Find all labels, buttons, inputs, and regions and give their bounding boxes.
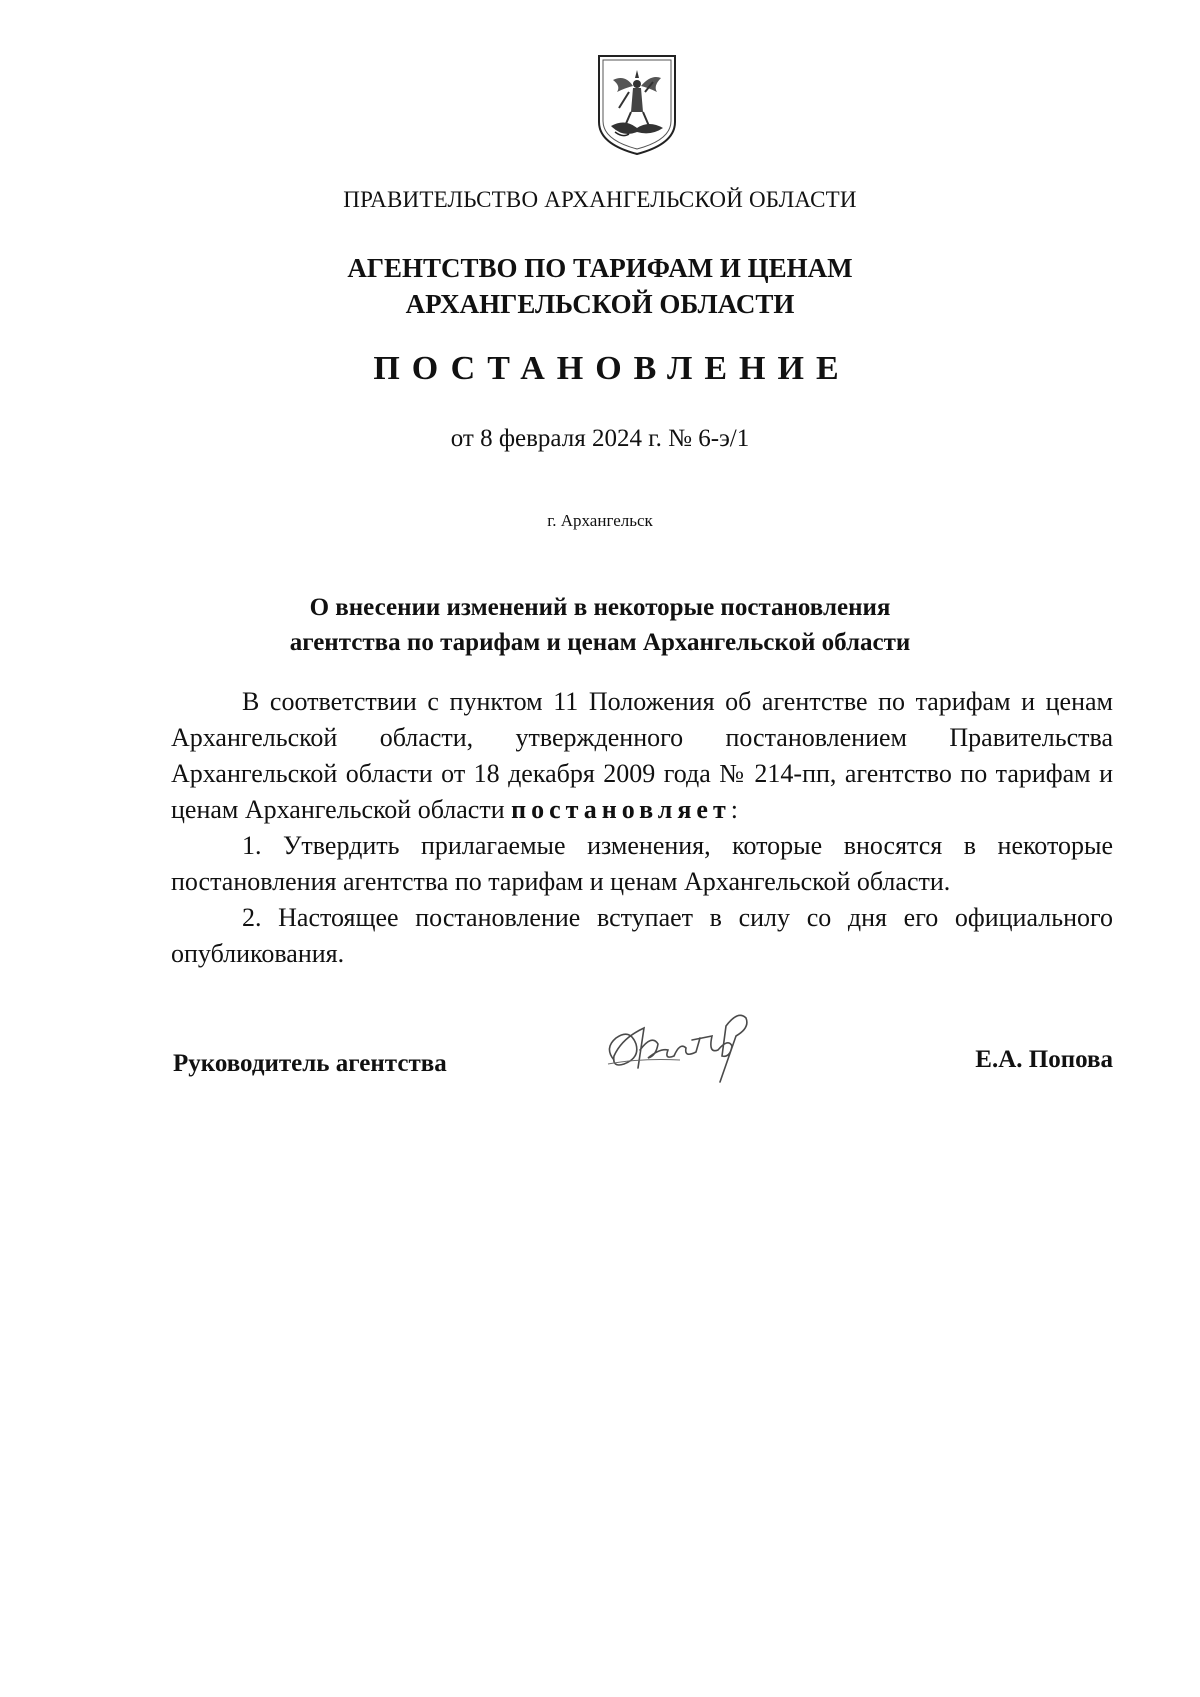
subject-line2: агентства по тарифам и ценам Архангельской области	[289, 629, 911, 656]
agency-title	[0, 250, 1200, 322]
agency-title-line1: АГЕНТСТВО ПО ТАРИФАМ И ЦЕНАМ	[347, 253, 853, 283]
item-1-paragraph: 1. Утвердить прилагаемые изменения, которые вносятся в некоторые постановления агентства по тарифам и ценам Архангельской области.	[171, 831, 1113, 896]
resolves-word: постановляет	[511, 795, 731, 824]
preamble-text: В соответствии с пунктом 11 Положения об агентстве по тарифам и ценам Архангельской области, утвержденного постановлением Правительства Архангельской области от 18 декабря 2009 года № 214-пп, агентство по тарифам и ценам Архангельской области	[171, 687, 1113, 824]
signatory-title: Руководитель агентства	[173, 1050, 447, 1077]
signatory-name: Е.А. Попова	[975, 1046, 1113, 1073]
item-2-paragraph: 2. Настоящее постановление вступает в силу со дня его официального опубликования.	[171, 903, 1113, 968]
preamble-paragraph	[171, 684, 1113, 828]
document-date-number: от 8 февраля 2024 г. № 6-э/1	[450, 425, 750, 452]
government-title: ПРАВИТЕЛЬСТВО АРХАНГЕЛЬСКОЙ ОБЛАСТИ	[343, 187, 857, 212]
document-subject	[0, 590, 1200, 660]
coat-of-arms-icon	[595, 52, 679, 158]
handwritten-signature	[600, 998, 770, 1086]
agency-title-line2: АРХАНГЕЛЬСКОЙ ОБЛАСТИ	[405, 289, 795, 319]
subject-line1: О внесении изменений в некоторые постановления	[309, 594, 891, 621]
document-city: г. Архангельск	[547, 511, 653, 530]
document-body	[171, 684, 1113, 972]
resolves-colon: :	[730, 795, 738, 824]
document-type-heading: ПОСТАНОВЛЕНИЕ	[373, 350, 851, 387]
